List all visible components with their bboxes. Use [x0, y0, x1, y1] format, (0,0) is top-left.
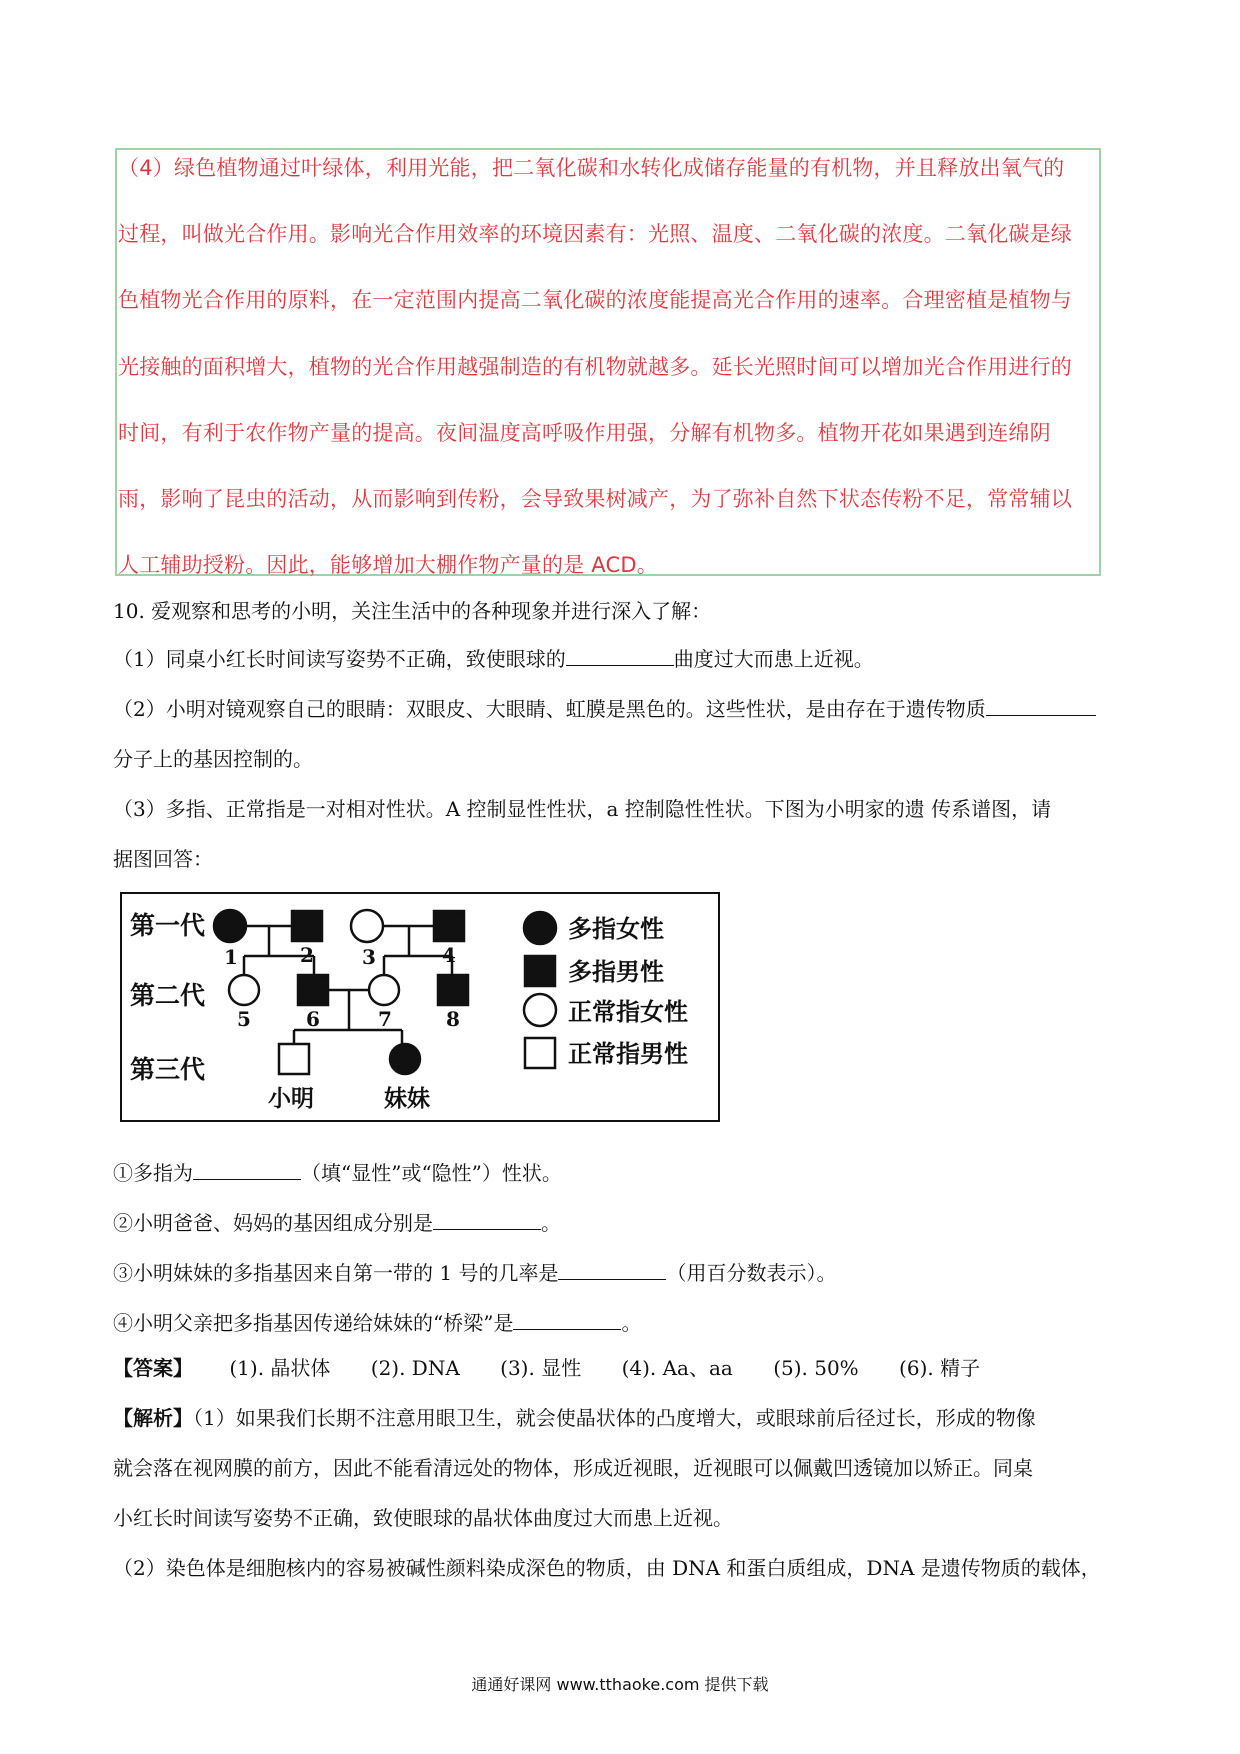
answer-blank [558, 1261, 666, 1280]
analysis-line-2: 就会落在视网膜的前方，因此不能看清远处的物体，形成近视眼，近视眼可以佩戴凹透镜加以矫正。同桌 [113, 1456, 1033, 1480]
number-7: 7 [378, 1007, 392, 1031]
question-stem: 10. 爱观察和思考的小明，关注生活中的各种现象并进行深入了解： [113, 599, 712, 623]
xiaoming-normal-male [279, 1044, 309, 1074]
legend-affected-female-symbol [524, 912, 556, 944]
person-5-normal-female [229, 975, 259, 1005]
number-1: 1 [224, 945, 238, 969]
q1-text: （1）同桌小红长时间读写姿势不正确，致使眼球的 [113, 647, 566, 671]
number-6: 6 [306, 1007, 320, 1031]
explanation-line: 光接触的面积增大，植物的光合作用越强制造的有机物就越多。延长光照时间可以增加光合作用进行的 [118, 355, 1072, 379]
sub2-text: ②小明爸爸、妈妈的基因组成分别是 [113, 1211, 433, 1235]
sister-label: 妹妹 [384, 1085, 430, 1112]
legend-normal-male-symbol [525, 1038, 555, 1068]
explanation-line: （4）绿色植物通过叶绿体，利用光能，把二氧化碳和水转化成储存能量的有机物，并且释放出氧气的 [118, 156, 1065, 180]
answer-item: (3). 显性 [500, 1356, 582, 1380]
explanation-line: 过程，叫做光合作用。影响光合作用效率的环境因素有：光照、温度、二氧化碳的浓度。二氧化碳是绿 [118, 222, 1072, 246]
question-part-1 [113, 643, 874, 672]
q2-text: （2）小明对镜观察自己的眼睛：双眼皮、大眼睛、虹膜是黑色的。这些性状，是由存在于遗传物质 [113, 697, 986, 721]
number-5: 5 [237, 1007, 251, 1031]
person-8-affected-male [438, 975, 468, 1005]
legend-affected-male-symbol [525, 956, 555, 986]
sub4-text-end: 。 [621, 1311, 642, 1335]
answer-blank [566, 647, 674, 666]
person-6-affected-male [298, 975, 328, 1005]
answer-item: (6). 精子 [899, 1356, 981, 1380]
legend-normal-male: 正常指男性 [568, 1039, 688, 1068]
number-8: 8 [446, 1007, 460, 1031]
analysis-line-1 [113, 1402, 1036, 1431]
sub4-text: ④小明父亲把多指基因传递给妹妹的“桥梁”是 [113, 1311, 514, 1335]
pedigree-svg [122, 894, 722, 1124]
person-7-normal-female [369, 975, 399, 1005]
number-4: 4 [442, 943, 456, 967]
xiaoming-label: 小明 [268, 1085, 314, 1112]
sub3-text: ③小明妹妹的多指基因来自第一带的 1 号的几率是 [113, 1261, 559, 1285]
sister-affected-female [390, 1044, 420, 1074]
legend-affected-female: 多指女性 [568, 914, 664, 943]
question-part-3: （3）多指、正常指是一对相对性状。A 控制显性性状，a 控制隐性性状。下图为小明家的遗 传系谱图，请 [113, 797, 1052, 821]
answer-label: 【答案】 [113, 1356, 193, 1380]
gen1-label: 第一代 [130, 911, 206, 940]
answer-blank [193, 1161, 301, 1180]
question-part-2 [113, 693, 1096, 722]
gen3-label: 第三代 [130, 1055, 206, 1084]
pedigree-chart [120, 892, 720, 1122]
explanation-line: 色植物光合作用的原料，在一定范围内提高二氧化碳的浓度能提高光合作用的速率。合理密植是植物与 [118, 288, 1072, 312]
question-part-2-cont: 分子上的基因控制的。 [113, 747, 313, 771]
sub-question-2 [113, 1207, 561, 1236]
sub-question-4 [113, 1307, 641, 1336]
person-2-affected-male [292, 911, 322, 941]
sub-question-3 [113, 1257, 836, 1286]
gen2-label: 第二代 [130, 981, 206, 1010]
legend-normal-female: 正常指女性 [568, 997, 688, 1026]
explanation-line: 雨，影响了昆虫的活动，从而影响到传粉，会导致果树减产，为了弥补自然下状态传粉不足，常常辅以 [118, 487, 1072, 511]
answer-row [113, 1352, 980, 1381]
person-3-normal-female [351, 910, 383, 942]
q1-text-end: 曲度过大而患上近视。 [673, 647, 874, 671]
sub3-text-end: （用百分数表示）。 [666, 1261, 837, 1285]
explanation-line: 时间，有利于农作物产量的提高。夜间温度高呼吸作用强，分解有机物多。植物开花如果遇到连绵阴 [118, 421, 1051, 445]
answer-item: (4). Aa、aa [621, 1356, 733, 1380]
person-4-affected-male [434, 911, 464, 941]
number-3: 3 [362, 945, 376, 969]
analysis-line-3: 小红长时间读写姿势不正确，致使眼球的晶状体曲度过大而患上近视。 [113, 1506, 733, 1530]
person-1-affected-female [214, 910, 246, 942]
sub1-text: ①多指为 [113, 1161, 193, 1185]
question-part-3-cont: 据图回答： [113, 847, 213, 871]
answer-blank [513, 1311, 621, 1330]
legend-normal-female-symbol [524, 994, 556, 1026]
answer-blank [433, 1211, 541, 1230]
sub2-text-end: 。 [541, 1211, 561, 1235]
explanation-line: 人工辅助授粉。因此，能够增加大棚作物产量的是 ACD。 [118, 553, 658, 577]
analysis-label: 【解析】 [113, 1406, 193, 1430]
answer-item: (2). DNA [370, 1356, 460, 1380]
answer-item: (5). 50% [773, 1356, 859, 1380]
answer-blank [986, 697, 1096, 716]
analysis-text: （1）如果我们长期不注意用眼卫生，就会使晶状体的凸度增大，或眼球前后径过长，形成的物像 [193, 1406, 1036, 1430]
legend-affected-male: 多指男性 [568, 957, 664, 986]
sub-question-1 [113, 1157, 562, 1186]
number-2: 2 [300, 943, 314, 967]
analysis-line-4: （2）染色体是细胞核内的容易被碱性颜料染成深色的物质，由 DNA 和蛋白质组成，DNA 是遗传物质的载体， [113, 1556, 1101, 1580]
page-footer: 通通好课网 www.tthaoke.com 提供下载 [471, 1675, 769, 1694]
sub1-text-end: （填“显性”或“隐性”）性状。 [301, 1161, 562, 1185]
answer-item: (1). 晶状体 [229, 1356, 331, 1380]
